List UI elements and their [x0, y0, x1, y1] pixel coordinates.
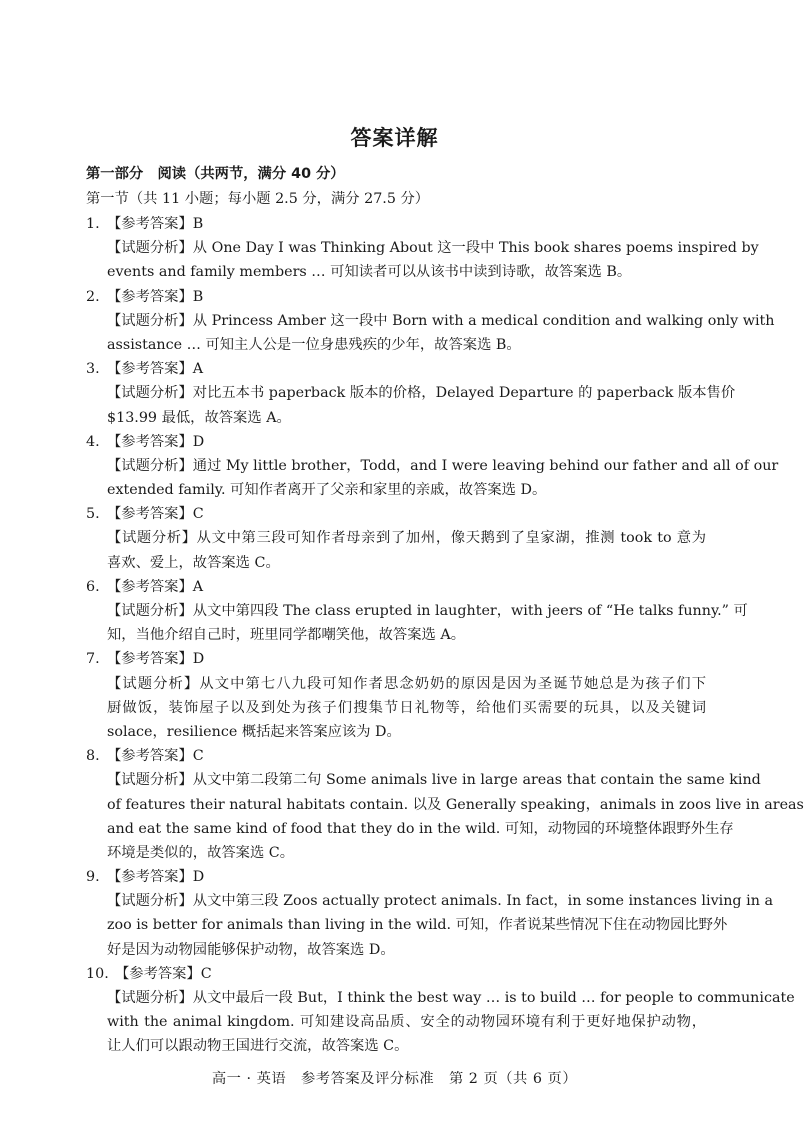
answer-line — [86, 430, 706, 454]
reference-answer: 【参考答案】C — [115, 965, 212, 982]
analysis-line: 喜欢、爱上，故答案选 C。 — [107, 554, 280, 571]
question-number: 4. — [86, 433, 100, 450]
analysis-line: zoo is better for animals than living in the wild. 可知，作者说某些情况下住在动物园比野外 — [107, 917, 728, 934]
analysis-line: 好是因为动物园能够保护动物，故答案选 D。 — [107, 941, 395, 958]
analysis-line: 厨做饭，装饰屋子以及到处为孩子们搜集节日礼物等，给他们买需要的玩具，以及关键词 — [107, 699, 706, 716]
question-number: 9. — [86, 869, 100, 886]
answer-item — [86, 430, 779, 503]
reference-answer: 【参考答案】B — [107, 288, 204, 305]
analysis-block — [86, 768, 804, 865]
question-number: 6. — [86, 578, 100, 595]
reference-answer: 【参考答案】A — [107, 578, 204, 595]
page-title: 答案详解 — [350, 126, 439, 150]
answer-item — [86, 647, 706, 744]
analysis-line: and eat the same kind of food that they do in the wild. 可知，动物园的环境整体跟野外生存 — [107, 820, 734, 837]
answer-line — [86, 962, 706, 986]
analysis-line-first: 【试题分析】从文中第二段第二句 Some animals live in large areas that contain the same kind — [107, 772, 761, 789]
part-heading: 第一部分 阅读（共两节，满分 40 分） — [86, 166, 345, 182]
answer-line — [86, 865, 706, 889]
analysis-block — [86, 454, 779, 502]
question-number: 7. — [86, 651, 100, 668]
analysis-line-first: 【试题分析】从 One Day I was Thinking About 这一段中 This book shares poems inspired by — [107, 240, 759, 257]
analysis-block — [86, 236, 759, 284]
answer-line — [86, 212, 706, 236]
analysis-line-first: 【试题分析】从文中第七八九段可知作者思念奶奶的原因是因为圣诞节她总是为孩子们下 — [107, 675, 706, 692]
question-number: 1. — [86, 216, 100, 232]
analysis-block — [86, 526, 706, 574]
analysis-block — [86, 986, 795, 1059]
analysis-line: 让人们可以跟动物王国进行交流，故答案选 C。 — [107, 1038, 409, 1055]
analysis-line: with the animal kingdom. 可知建设高品质、安全的动物园环境有利于更好地保护动物， — [107, 1014, 706, 1031]
question-number: 2. — [86, 288, 100, 305]
reference-answer: 【参考答案】D — [107, 433, 205, 450]
analysis-block — [86, 672, 706, 745]
analysis-line: 环境是类似的，故答案选 C。 — [107, 844, 295, 861]
answer-item — [86, 212, 759, 285]
analysis-line: 知，当他介绍自己时，班里同学都嘲笑他，故答案选 A。 — [107, 627, 465, 644]
answer-item — [86, 502, 706, 575]
analysis-line-first: 【试题分析】从文中第三段 Zoos actually protect animals. In fact，in some instances living in a — [107, 893, 773, 910]
page-footer: 高一 · 英语 参考答案及评分标准 第 2 页（共 6 页） — [211, 1071, 578, 1087]
question-number: 8. — [86, 748, 100, 765]
analysis-line-first: 【试题分析】通过 My little brother，Todd，and I were leaving behind our father and all of our — [107, 457, 779, 474]
answer-line — [86, 502, 706, 526]
reference-answer: 【参考答案】C — [107, 506, 204, 523]
analysis-line-first: 【试题分析】对比五本书 paperback 版本的价格，Delayed Departure 的 paperback 版本售价 — [107, 385, 736, 402]
analysis-line-first: 【试题分析】从文中最后一段 But，I think the best way … is to build … for people to communicate — [107, 990, 795, 1006]
answer-line — [86, 285, 706, 309]
analysis-line-first: 【试题分析】从文中第三段可知作者母亲到了加州，像天鹅到了皇家湖，推测 took to 意为 — [107, 530, 706, 547]
question-number: 10. — [86, 965, 109, 982]
analysis-block — [86, 599, 748, 647]
analysis-line: of features their natural habitats contain. 以及 Generally speaking，animals in zoos live in areas — [107, 796, 804, 813]
answer-item — [86, 962, 795, 1059]
analysis-line-first: 【试题分析】从 Princess Amber 这一段中 Born with a medical condition and walking only with — [107, 312, 775, 329]
answer-list — [86, 212, 804, 1059]
analysis-line: solace，resilience 概括起来答案应该为 D。 — [107, 723, 401, 740]
reference-answer: 【参考答案】D — [107, 651, 205, 668]
section-heading: 第一节（共 11 小题；每小题 2.5 分，满分 27.5 分） — [86, 191, 430, 207]
answer-item — [86, 744, 804, 865]
analysis-line: assistance … 可知主人公是一位身患残疾的少年，故答案选 B。 — [107, 336, 521, 353]
answer-item — [86, 865, 773, 962]
analysis-block — [86, 889, 773, 962]
reference-answer: 【参考答案】B — [107, 216, 204, 232]
question-number: 3. — [86, 361, 100, 378]
answer-line — [86, 357, 706, 381]
answer-line — [86, 647, 706, 671]
reference-answer: 【参考答案】D — [107, 869, 205, 886]
answer-line — [86, 744, 706, 768]
analysis-block — [86, 381, 736, 429]
reference-answer: 【参考答案】C — [107, 748, 204, 765]
analysis-block — [86, 309, 775, 357]
answer-item — [86, 357, 736, 430]
analysis-line: events and family members … 可知读者可以从该书中读到诗歌，故答案选 B。 — [107, 264, 632, 281]
analysis-line: $13.99 最低，故答案选 A。 — [107, 409, 291, 426]
question-number: 5. — [86, 506, 100, 523]
analysis-line: extended family. 可知作者离开了父亲和家里的亲戚，故答案选 D。 — [107, 482, 547, 499]
answer-item — [86, 575, 748, 648]
answer-line — [86, 575, 706, 599]
answer-item — [86, 285, 775, 358]
analysis-line-first: 【试题分析】从文中第四段 The class erupted in laughter，with jeers of “He talks funny.” 可 — [107, 603, 748, 619]
reference-answer: 【参考答案】A — [107, 361, 204, 378]
